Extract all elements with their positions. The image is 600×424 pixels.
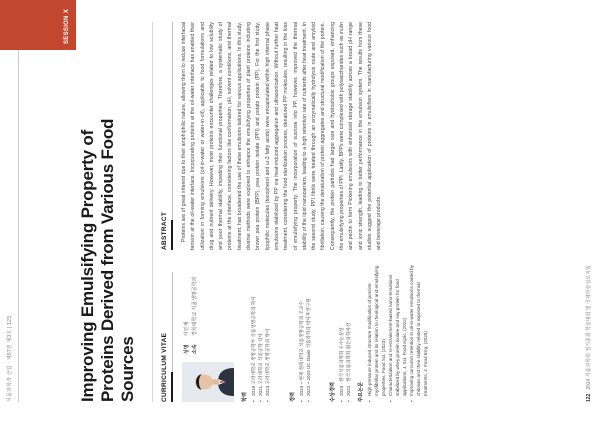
awards-section bbox=[330, 262, 352, 402]
running-header: 식품과학과 산업 · 제57권 제3호 | 123 bbox=[7, 315, 13, 402]
name-key: 성명 bbox=[184, 344, 190, 354]
list-item: ▪ 2022 ~ 2024 UC Davis 식품과학과 박사후연구원 bbox=[305, 262, 312, 402]
list-item: ▪ Improving curcumin retention in oil-in-water emulsions coated by chitosan and their stability related to exposed to thermal treatments, J. Food Eng. (2020) bbox=[408, 262, 429, 402]
author-info bbox=[183, 264, 199, 354]
author-photo bbox=[182, 362, 234, 402]
abstract-heading: ABSTRACT bbox=[161, 211, 168, 250]
list-item: ▪ 2024 ~ 현재 경희대학교 식품생명공학과 조교수 bbox=[298, 262, 305, 402]
cv-heading: CURRICULUM VITAE bbox=[161, 332, 168, 402]
list-item: ▪ Characterization and re-entrainment-based nano-emulsions stabilized by whey protein isolate and soy protein for food applications, J. Sci. Food Agric. (2022) bbox=[387, 262, 408, 402]
affiliation-key: 소속 bbox=[192, 344, 198, 354]
list-item: ▪ 2019 고려대학교 생명공학부 식품생명공학과 학사 bbox=[250, 262, 257, 402]
affiliation-row bbox=[191, 264, 199, 354]
name-row bbox=[183, 264, 191, 354]
footer-text: 2024 식품과학회 정기총회 학술대회 및 국제학술심포지엄 bbox=[586, 265, 592, 390]
career-section bbox=[290, 262, 312, 402]
education-section bbox=[242, 262, 271, 402]
awards-heading: 수상경력 bbox=[330, 381, 336, 402]
publications-section bbox=[358, 262, 429, 402]
education-heading: 학력 bbox=[242, 391, 248, 402]
section-tab bbox=[0, 0, 76, 50]
list-item: ▪ 2021 고려대학교 식품공학 석사 bbox=[257, 262, 264, 402]
page-footer bbox=[585, 265, 592, 402]
paper-title: Improving Emulsifying Property of Proteins Derived from Various Food Sources bbox=[78, 118, 137, 402]
header-rule bbox=[18, 22, 19, 402]
cv-heading-rule bbox=[172, 272, 173, 372]
abstract-paragraph: Proteins are of great interest due to their amphiphilic nature, allowing them to reduce interfacial tension at the oil-water interface. Incorporating proteins at the oil-water interface has enabled their utilization in forming emulsions (oil-in-water or water-in-oil), applicable to food formulations and drug and nutrient delivery. However, most proteins encounter challenges related to low solubility and poor thermal stability, impeding their functional properties. Therefore, a systematic study of proteins at the interface, considering factors like conformation, pH, solvent conditions, and thermal treatment, has broadened the use of these emulsions tailored for various applications. In this study, diverse methods were explored to enhance the emulsifying properties of plant proteins including brown pea protein (BPP), pea protein isolate (PPI) and potato protein (PP). For the first study, lipophilic molecules (tocopherol and ω-3 fatty acids) were encapsulated within high internal phase emulsions stabilized by PP via heat-induced aggregation and ultrasonication. Without further heat treatment, considering the food sterilization process, denatured PP molecules, resulting in the loss of emulsifying property. The incorporation of sucrose into PP, however, improved the thermal stability of the lipid nanocarriers, leading to a high retention rate of nutrients after heat treatment. In the second study, PPI fibrils were treated through an enzymatically hydrolysis route and amyloid fibrillation, causing the denaturation of protein aggregates and structural modification of the protein. Consequently, the protein particles had larger size and hydrophobic groups exposed, enhancing the emulsifying properties of PPI. Lastly, BPPs were complexed with polysaccharides such as inulin and pectin to form Pickering emulsions with enhanced storage stability across a broad pH range and ionic strength, leading to better performance in the emulsion system. The results from these studies suggest the potential application of proteins in emulsifiers in manufacturing various food and beverage products. bbox=[181, 22, 383, 250]
title-rule bbox=[152, 22, 153, 402]
abstract-heading-rule bbox=[172, 22, 173, 220]
cv-heading-accent-rule bbox=[171, 372, 173, 402]
list-item: ▪ 2024 고려대학교 생명공학과 박사 bbox=[264, 262, 271, 402]
career-heading: 경력 bbox=[290, 391, 296, 402]
page-number: 122 bbox=[586, 393, 592, 402]
abstract-heading-accent-rule bbox=[171, 220, 173, 250]
portrait-icon bbox=[182, 362, 234, 402]
section-tab-label: SESSION X bbox=[64, 8, 70, 44]
affiliation-value: 경희대학교 식품생명공학과 bbox=[192, 276, 198, 336]
list-item: ▪ 2023 · 한국식품과학회 우수논문상 bbox=[338, 262, 345, 402]
abstract-body bbox=[180, 22, 385, 250]
name-value: 이민재 bbox=[184, 321, 190, 336]
publications-heading: 주요논문 bbox=[358, 381, 364, 402]
list-item: ▪ 2022 · 한국식품과학회 젊은과학자상 bbox=[345, 262, 352, 402]
list-item: ▪ High-pressure induced structure modification of porcine myofibrillar protein and its relation to rheological and emulsifying properties, Food Sci. (2023) bbox=[366, 262, 387, 402]
